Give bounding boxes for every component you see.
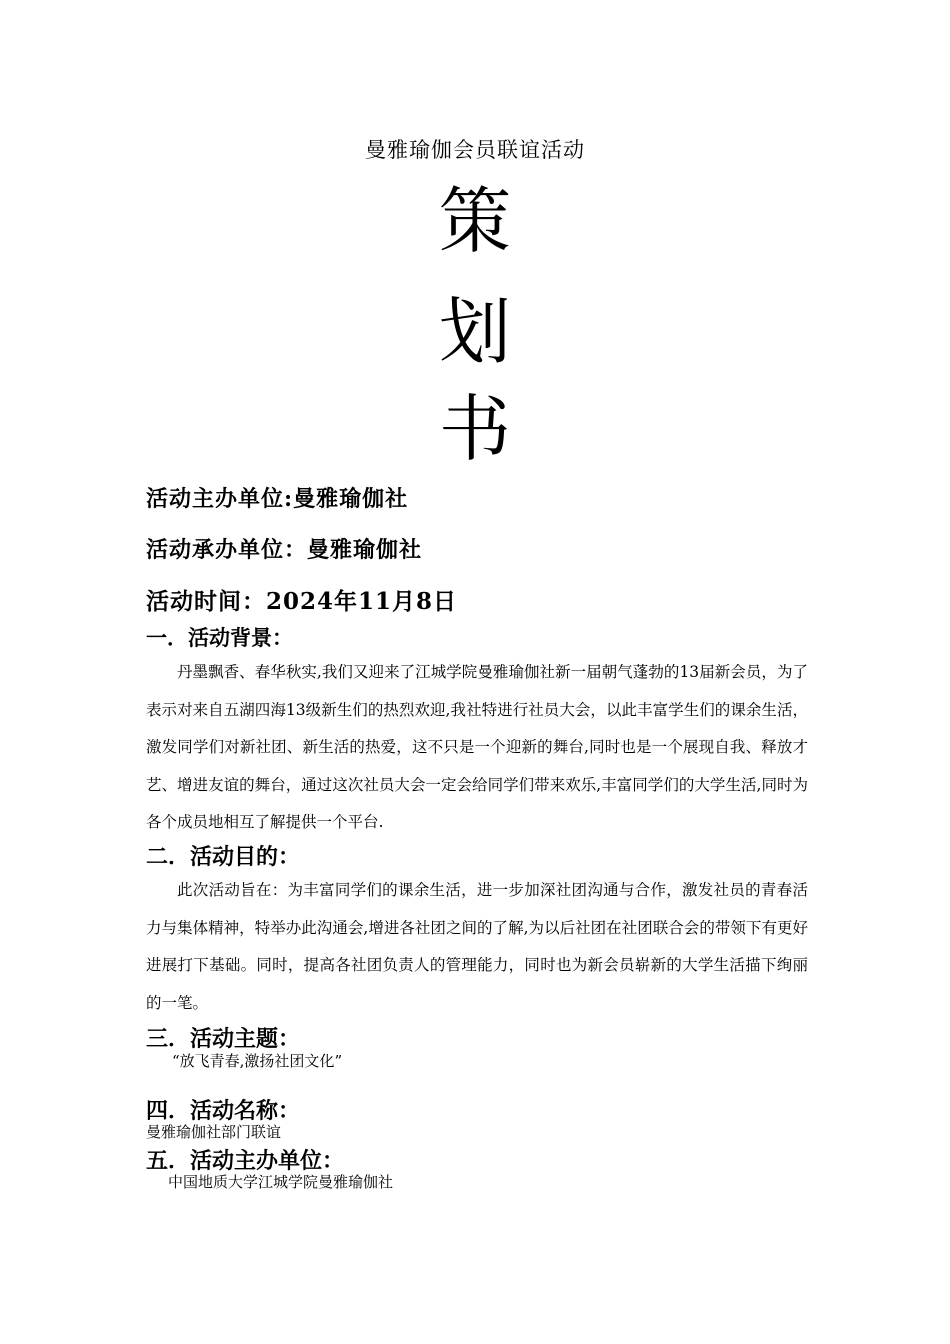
- section-heading-name: 四．活动名称：: [146, 1099, 301, 1124]
- section-heading-background: 一．活动背景：: [146, 626, 293, 650]
- section-heading-purpose: 二．活动目的：: [146, 845, 301, 870]
- section-body-purpose: 此次活动旨在：为丰富同学们的课余生活，进一步加深社团沟通与合作，激发社员的青春活力与集体精神，特举办此沟通会,增进各社团之间的了解,为以后社团在社团联合会的带领下有更好进展打下基础。同时，提高各社团负责人的管理能力，同时也为新会员崭新的大学生活描下绚丽的一笔。: [146, 881, 808, 1012]
- big-title-char-1: 策: [438, 179, 511, 263]
- info-organizer: 活动主办单位:曼雅瑜伽社: [146, 486, 409, 512]
- section-body-background: 丹墨飘香、春华秋实,我们又迎来了江城学院曼雅瑜伽社新一届朝气蓬勃的13届新会员，为了表示对来自五湖四海13级新生们的热烈欢迎,我社特进行社员大会，以此丰富学生们的课余生活，激发同学们对新社团、新生活的热爱，这不只是一个迎新的舞台,同时也是一个展现自我、释放才艺、增进友谊的舞台，通过这次社员大会一定会给同学们带来欢乐,丰富同学们的大学生活,同时为各个成员地相互了解提供一个平台.: [146, 663, 808, 831]
- info-time: 活动时间：2024年11月8日: [146, 588, 458, 615]
- big-title-char-3: 书: [438, 387, 511, 471]
- section-body-host: 中国地质大学江城学院曼雅瑜伽社: [168, 1173, 394, 1191]
- big-title-char-2: 划: [438, 290, 511, 374]
- info-undertaker: 活动承办单位：曼雅瑜伽社: [146, 537, 423, 563]
- section-body-theme: “放飞青春,激扬社团文化”: [172, 1052, 343, 1070]
- document-subtitle: 曼雅瑜伽会员联谊活动: [365, 138, 585, 162]
- section-heading-theme: 三．活动主题：: [146, 1027, 301, 1052]
- section-heading-host: 五．活动主办单位：: [146, 1149, 345, 1174]
- section-body-name: 曼雅瑜伽社部门联谊: [146, 1123, 282, 1141]
